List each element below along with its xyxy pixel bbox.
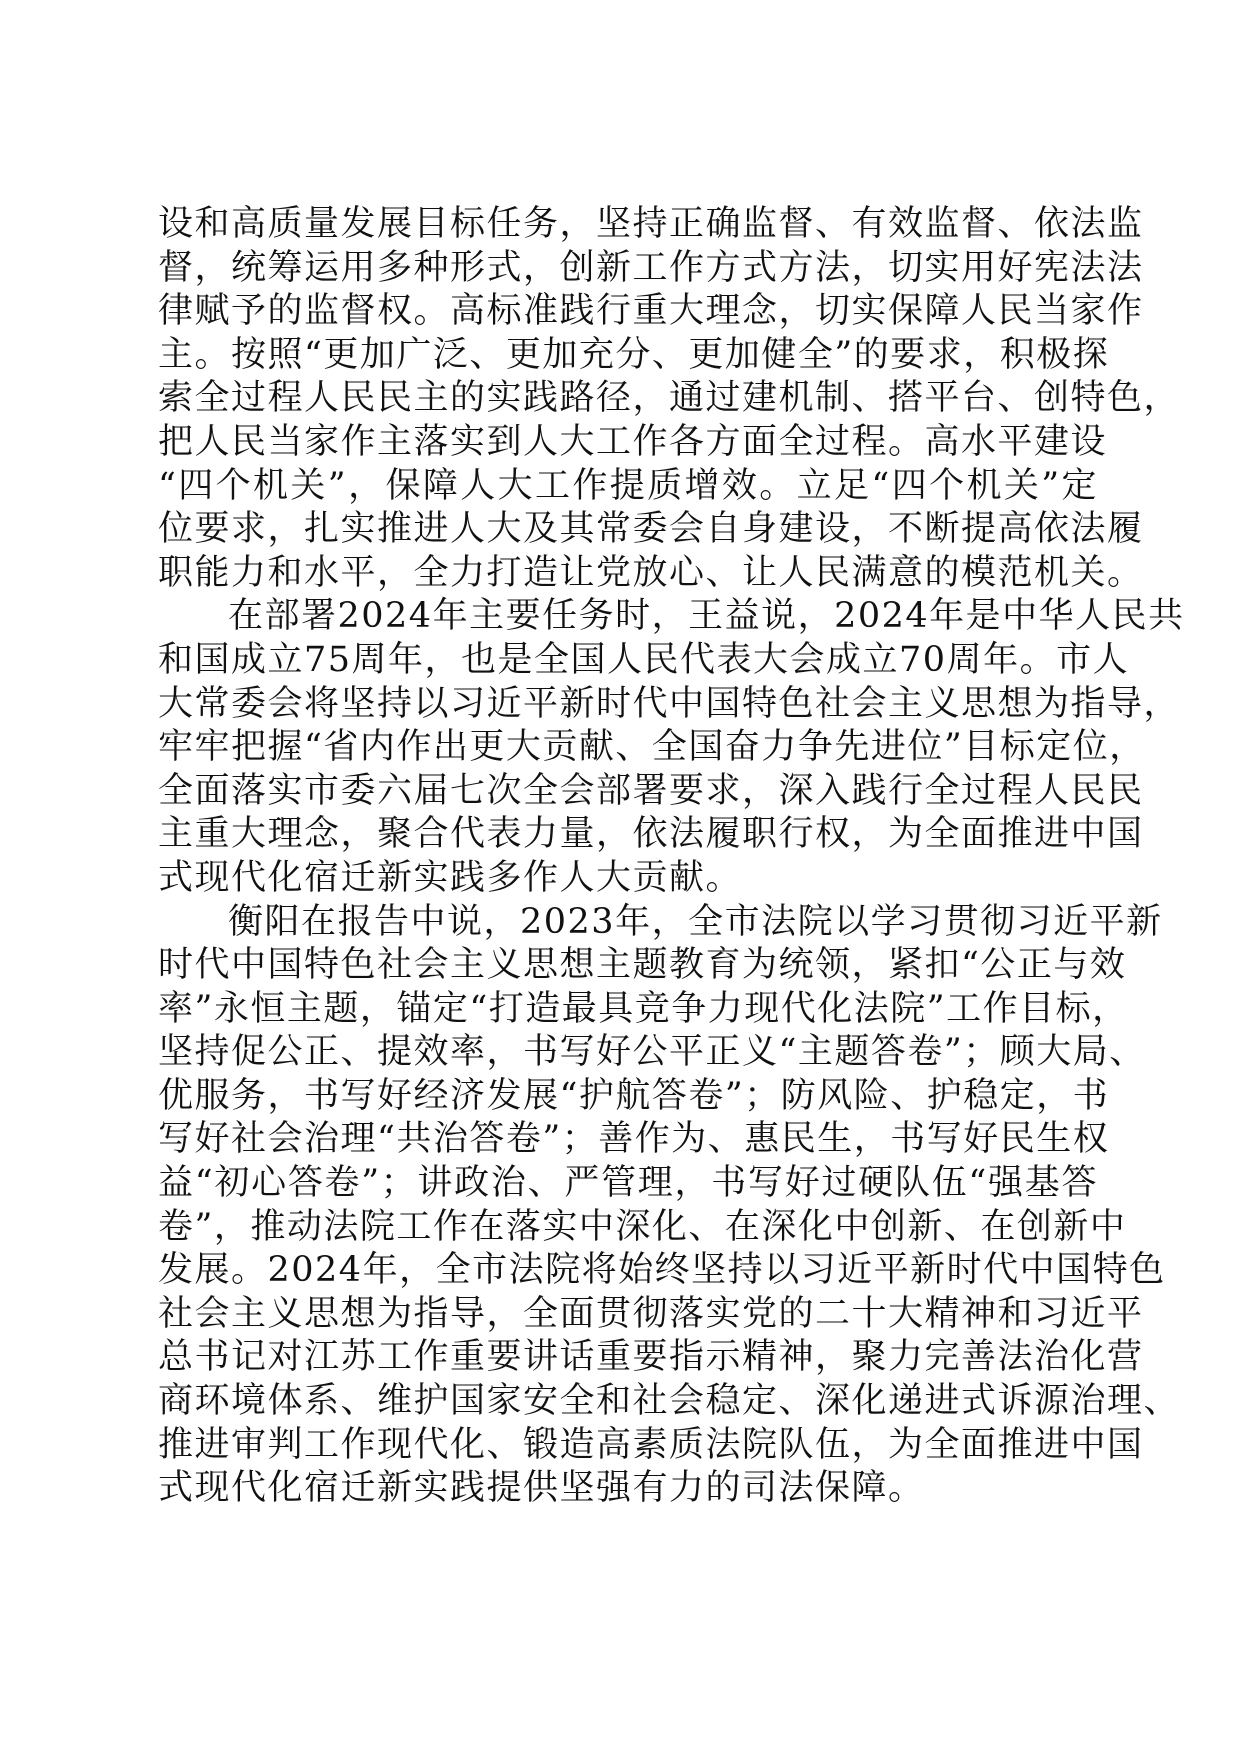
text-line: 总书记对江苏工作重要讲话重要指示精神，聚力完善法治化营 — [158, 1337, 1144, 1378]
text-line: 索全过程人民民主的实践路径，通过建机制、搭平台、创特色， — [158, 378, 1181, 419]
text-line: 衡阳在报告中说，2023年，全市法院以学习贯彻习近平新 — [228, 901, 1163, 942]
text-line: 全面落实市委六届七次全会部署要求，深入践行全过程人民民 — [158, 770, 1144, 811]
text-line: 商环境体系、维护国家安全和社会稳定、深化递进式诉源治理、 — [158, 1381, 1181, 1422]
text-line: 牢牢把握“省内作出更大贡献、全国奋力争先进位”目标定位， — [158, 727, 1146, 768]
text-line: 写好社会治理“共治答卷”；善作为、惠民生，书写好民生权 — [158, 1119, 1110, 1160]
text-line: 设和高质量发展目标任务，坚持正确监督、有效监督、依法监 — [158, 204, 1144, 244]
text-line: 率”永恒主题，锚定“打造最具竞争力现代化法院”工作目标， — [158, 988, 1129, 1029]
text-line: 和国成立75周年，也是全国人民代表大会成立70周年。市人 — [158, 639, 1130, 680]
body-text — [158, 203, 1185, 1511]
text-line: 职能力和水平，全力打造让党放心、让人民满意的模范机关。 — [158, 552, 1144, 593]
text-line: 时代中国特色社会主义思想主题教育为统领，紧扣“公正与效 — [158, 945, 1127, 986]
paragraph-3 — [158, 901, 1181, 1511]
text-line: 卷”，推动法院工作在落实中深化、在深化中创新、在创新中 — [158, 1206, 1127, 1247]
text-line: 督，统筹运用多种形式，创新工作方式方法，切实用好宪法法 — [158, 247, 1144, 288]
text-line: 发展。2024年，全市法院将始终坚持以习近平新时代中国特色 — [158, 1250, 1166, 1291]
text-line: 主。按照“更加广泛、更加充分、更加健全”的要求，积极探 — [158, 334, 1110, 375]
text-line: 社会主义思想为指导，全面贯彻落实党的二十大精神和习近平 — [158, 1293, 1144, 1334]
text-line: 在部署2024年主要任务时，王益说，2024年是中华人民共 — [228, 596, 1185, 637]
text-line: 优服务，书写好经济发展“护航答卷”；防风险、护稳定，书 — [158, 1075, 1110, 1116]
text-line: 式现代化宿迁新实践多作人大贡献。 — [158, 857, 743, 898]
text-line: 益“初心答卷”；讲政治、严管理，书写好过硬队伍“强基答 — [158, 1163, 1098, 1204]
text-line: 式现代化宿迁新实践提供坚强有力的司法保障。 — [158, 1468, 925, 1509]
paragraph-2 — [158, 595, 1185, 900]
text-line: 位要求，扎实推进人大及其常委会自身建设，不断提高依法履 — [158, 509, 1144, 550]
text-line: 主重大理念，聚合代表力量，依法履职行权，为全面推进中国 — [158, 814, 1144, 855]
paragraph-1 — [158, 203, 1181, 595]
text-line: 律赋予的监督权。高标准践行重大理念，切实保障人民当家作 — [158, 291, 1144, 332]
text-line: “四个机关”，保障人大工作提质增效。立足“四个机关”定 — [158, 465, 1098, 506]
text-line: 坚持促公正、提效率，书写好公平正义“主题答卷”；顾大局、 — [158, 1032, 1146, 1073]
text-line: 把人民当家作主落实到人大工作各方面全过程。高水平建设 — [158, 421, 1108, 462]
text-line: 推进审判工作现代化、锻造高素质法院队伍，为全面推进中国 — [158, 1424, 1144, 1465]
text-line: 大常委会将坚持以习近平新时代中国特色社会主义思想为指导， — [158, 683, 1181, 724]
